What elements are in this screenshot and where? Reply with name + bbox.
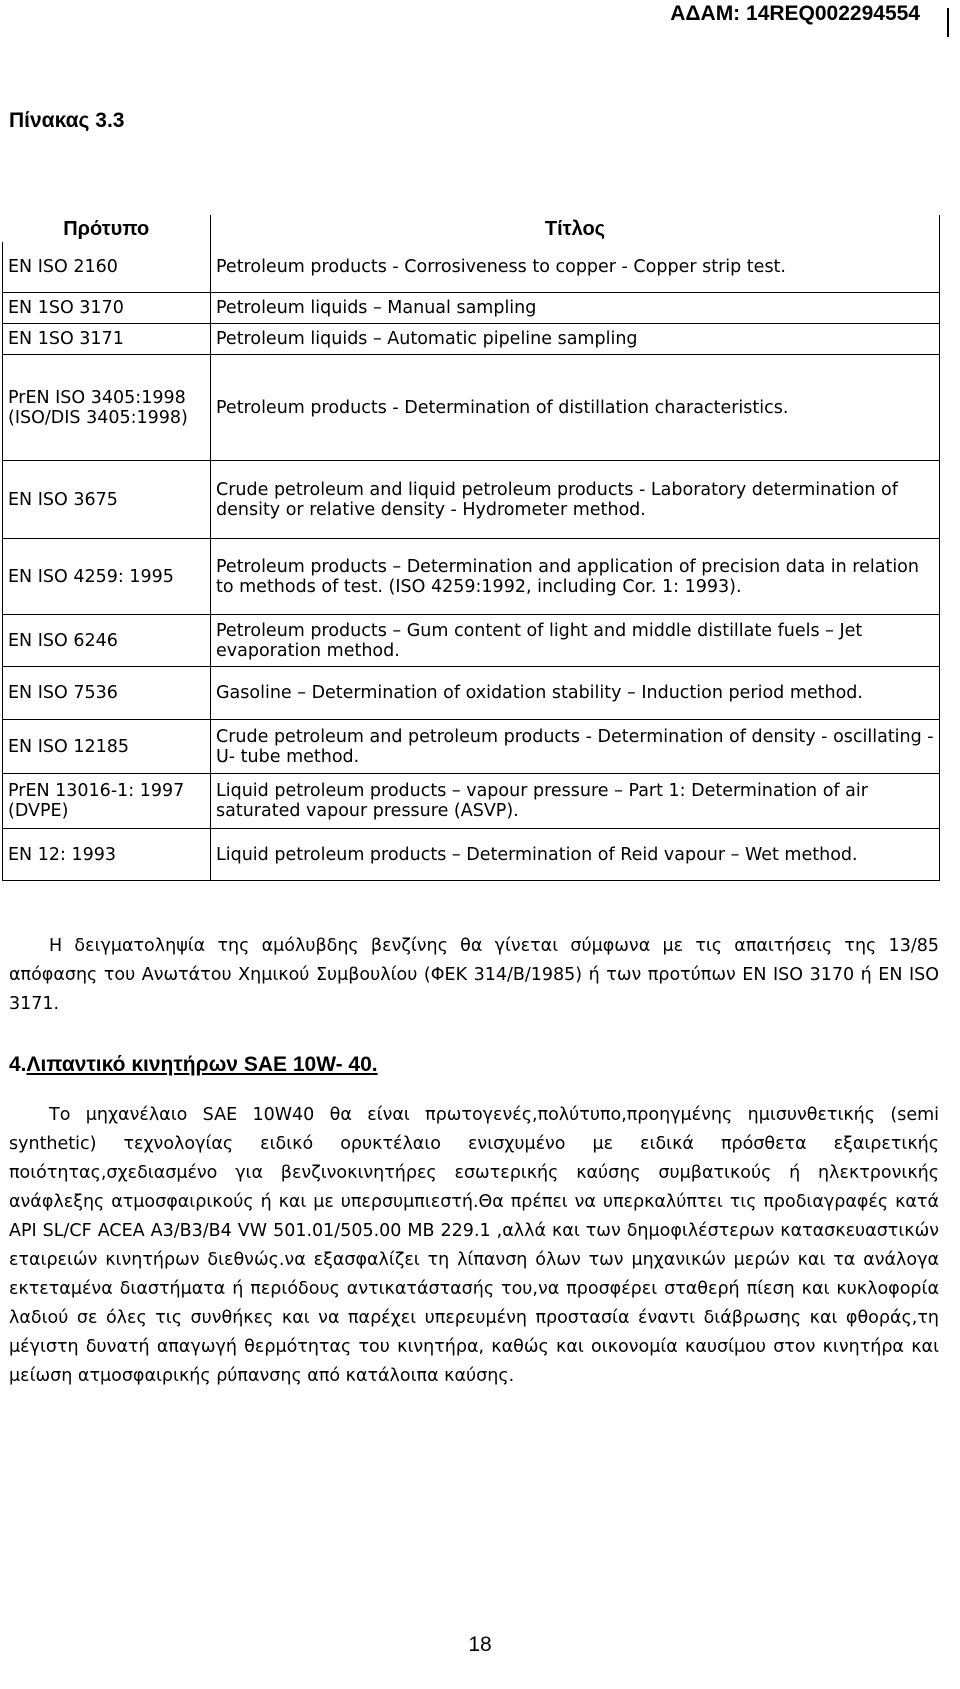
table-row	[3, 614, 940, 666]
table-row	[3, 323, 940, 354]
title-cell: Petroleum products – Determination and application of precision data in relation to methods of test. (ISO 4259:1992, including Cor. 1: 1993).	[211, 538, 940, 614]
standard-cell: EN ISO 3675	[3, 460, 211, 538]
title-cell: Petroleum products - Corrosiveness to copper - Copper strip test.	[211, 242, 940, 292]
table-row	[3, 460, 940, 538]
section-title: Λιπαντικό κινητήρων SAE 10W- 40	[26, 1053, 372, 1076]
title-cell: Liquid petroleum products – Determination of Reid vapour – Wet method.	[211, 828, 940, 880]
table-caption: Πίνακας 3.3	[9, 109, 125, 132]
title-cell: Crude petroleum and petroleum products - Determination of density - oscillating - U- tube method.	[211, 719, 940, 773]
page-number: 18	[468, 1633, 492, 1656]
title-cell: Liquid petroleum products – vapour pressure – Part 1: Determination of air saturated vapour pressure (ASVP).	[211, 773, 940, 828]
engine-oil-text: Το μηχανέλαιο SAE 10W40 θα είναι πρωτογενές,πολύτυπο,προηγμένης ημισυνθετικής (semi synthetic) τεχνολογίας ειδικό ορυκτέλαιο ενισχυμένο με ειδικά πρόσθετα εξαιρετικής ποιότητας,σχεδιασμένο για βενζινοκινητήρες εσωτερικής καύσης συμβατικούς ή ηλεκτρονικής ανάφλεξης ατμοσφαιρικούς ή και με υπερσυμπιεστή.Θα πρέπει να υπερκαλύπτει τις προδιαγραφές κατά API SL/CF ACEA A3/B3/B4 VW 501.01/505.00 MB 229.1 ,αλλά και των δημοφιλέστερων κατασκευαστικών εταιρειών κινητήρων διεθνώς.να εξασφαλίζει τη λίπανση όλων των μηχανικών μερών και τα ανάλογα εκτεταμένα διαστήματα ή περιόδους αντικατάστασής του,να προσφέρει σταθερή πίεση και κυκλοφορία λαδιού σε όλες τις συνθήκες και να παρέχει υπερευμένη προστασία έναντι διάβρωσης και φθοράς,τη μέγιστη δυνατή απαγωγή θερμότητας του κινητήρα, καθώς και οικονομία καυσίμου στον κινητήρα και μείωση ατμοσφαιρικής ρύπανσης από κατάλοιπα καύσης.	[9, 1105, 939, 1386]
standard-cell: EN 1SO 3170	[3, 292, 211, 323]
table-row	[3, 242, 940, 292]
standard-cell: EN 12: 1993	[3, 828, 211, 880]
standard-cell: EN ISO 6246	[3, 614, 211, 666]
standard-cell: PrEN 13016-1: 1997 (DVPE)	[3, 773, 211, 828]
table-row	[3, 666, 940, 719]
sampling-text: Η δειγματοληψία της αμόλυβδης βενζίνης θα γίνεται σύμφωνα με τις απαιτήσεις της 13/85 απόφασης του Ανωτάτου Χημικού Συμβουλίου (ΦΕΚ 314/Β/1985) ή των προτύπων EN ISO 3170 ή EN ISO 3171.	[9, 936, 939, 1014]
section-heading	[9, 1053, 378, 1077]
table-row	[3, 719, 940, 773]
title-cell: Gasoline – Determination of oxidation stability – Induction period method.	[211, 666, 940, 719]
document-reference: ΑΔΑΜ: 14REQ002294554	[670, 2, 920, 25]
standard-cell: EN ISO 2160	[3, 242, 211, 292]
standard-cell: EN ISO 7536	[3, 666, 211, 719]
engine-oil-paragraph	[9, 1101, 939, 1391]
standards-table	[2, 215, 940, 881]
table-row	[3, 538, 940, 614]
table-row	[3, 828, 940, 880]
table-row	[3, 292, 940, 323]
header-title: Τίτλος	[211, 215, 940, 242]
section-number: 4.	[9, 1053, 27, 1076]
standard-cell: EN ISO 4259: 1995	[3, 538, 211, 614]
table-row	[3, 773, 940, 828]
header-standard: Πρότυπο	[3, 215, 211, 242]
table-row	[3, 354, 940, 460]
section-suffix: .	[371, 1053, 378, 1076]
title-cell: Petroleum liquids – Automatic pipeline sampling	[211, 323, 940, 354]
title-cell: Crude petroleum and liquid petroleum products - Laboratory determination of density or relative density - Hydrometer method.	[211, 460, 940, 538]
title-cell: Petroleum products – Gum content of light and middle distillate fuels – Jet evaporation method.	[211, 614, 940, 666]
page-edge-mark	[947, 8, 949, 37]
sampling-paragraph	[9, 932, 939, 1019]
standard-cell: PrEN ISO 3405:1998 (ISO/DIS 3405:1998)	[3, 354, 211, 460]
title-cell: Petroleum liquids – Manual sampling	[211, 292, 940, 323]
standard-cell: EN ISO 12185	[3, 719, 211, 773]
title-cell: Petroleum products - Determination of distillation characteristics.	[211, 354, 940, 460]
standard-cell: EN 1SO 3171	[3, 323, 211, 354]
